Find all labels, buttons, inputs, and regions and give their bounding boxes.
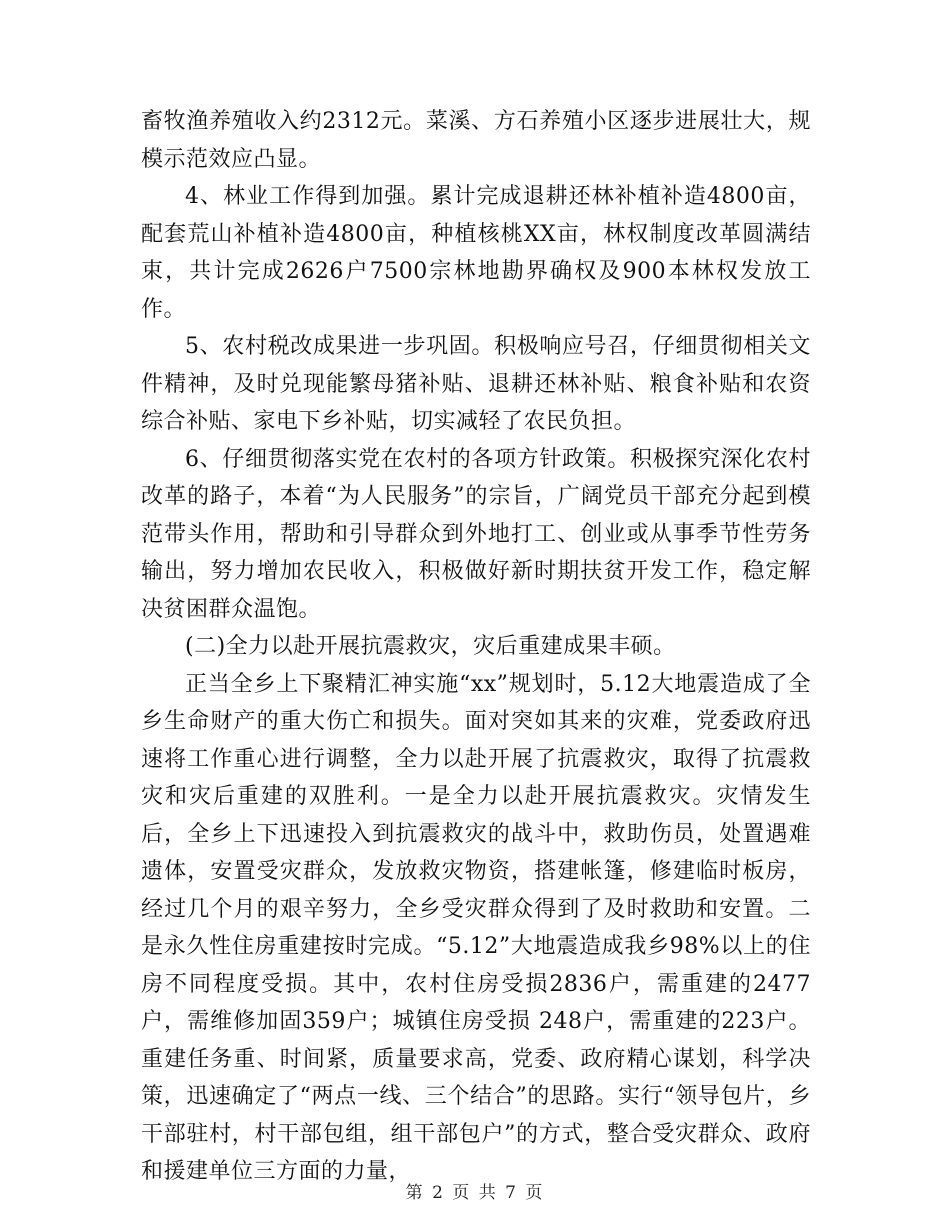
body-text: [141, 103, 811, 1191]
paragraph-forestry: 4、林业工作得到加强。累计完成退耕还林补植补造4800亩，配套荒山补植补造4800亩，种植核桃XX亩，林权制度改革圆满结束，共计完成2626户7500宗林地勘界确权及900本林权发放工作。: [141, 184, 811, 322]
section-heading: (二)全力以赴开展抗震救灾，灾后重建成果丰硕。: [185, 634, 676, 659]
paragraph-policy: 6、仔细贯彻落实党在农村的各项方针政策。积极探究深化农村改革的路子，本着“为人民服务”的宗旨，广阔党员干部充分起到模范带头作用，帮助和引导群众到外地打工、创业或从事季节性劳务输出，努力增加农民收入，积极做好新时期扶贫开发工作，稳定解决贫困群众温饱。: [141, 446, 811, 622]
paragraph-tax-reform: 5、农村税改成果进一步巩固。积极响应号召，仔细贯彻相关文件精神，及时兑现能繁母猪补贴、退耕还林补贴、粮食补贴和农资综合补贴、家电下乡补贴，切实减轻了农民负担。: [141, 334, 811, 434]
paragraph-earthquake-relief: 正当全乡上下聚精汇神实施“xx”规划时，5.12大地震造成了全乡生命财产的重大伤亡和损失。面对突如其来的灾难，党委政府迅速将工作重心进行调整，全力以赴开展了抗震救灾，取得了抗震救灾和灾后重建的双胜利。一是全力以赴开展抗震救灾。灾情发生后，全乡上下迅速投入到抗震救灾的战斗中，救助伤员，处置遇难遗体，安置受灾群众，发放救灾物资，搭建帐篷，修建临时板房，经过几个月的艰辛努力，全乡受灾群众得到了及时救助和安置。二是永久性住房重建按时完成。“5.12”大地震造成我乡98%以上的住房不同程度受损。其中，农村住房受损2836户，需重建的2477户，需维修加固359户；城镇住房受损 248户，需重建的223户。重建任务重、时间紧，质量要求高，党委、政府精心谋划，科学决策，迅速确定了“两点一线、三个结合”的思路。实行“领导包片，乡干部驻村，村干部包组，组干部包户”的方式，整合受灾群众、政府和援建单位三方面的力量，: [141, 671, 811, 1184]
paragraph-continuation: 畜牧渔养殖收入约2312元。菜溪、方石养殖小区逐步进展壮大，规模示范效应凸显。: [141, 109, 811, 172]
page-number-footer: 第 2 页 共 7 页: [405, 1183, 545, 1203]
